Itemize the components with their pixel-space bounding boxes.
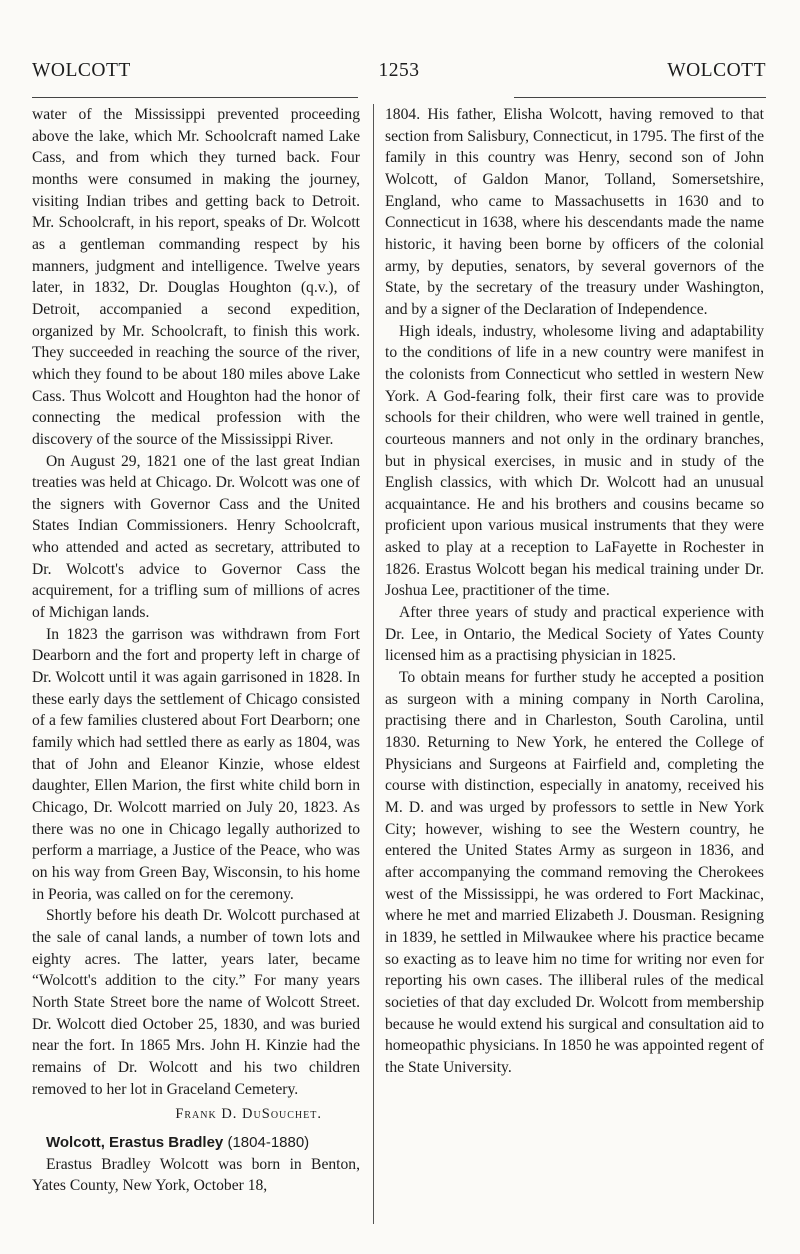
paragraph: water of the Mississippi prevented proceeding above the lake, which Mr. Schoolcraft named Lake Cass, and from which they turned back. Four months were consumed in making the journey, visiting Indian tribes and getting back to Detroit. Mr. Schoolcraft, in his report, speaks of Dr. Wolcott as a gentleman commanding respect by his manners, judgment and intelligence. Twelve years later, in 1832, Dr. Douglas Houghton (q.v.), of Detroit, accompanied a second expedition, organized by Mr. Schoolcraft, to finish this work. They succeeded in reaching the source of the river, which they found to be about 180 miles above Lake Cass. Thus Wolcott and Houghton had the honor of connecting the medical profession with the discovery of the source of the Mississippi River. xyxy=(32,106,360,448)
right-column xyxy=(385,104,764,1234)
entry-dates: (1804-1880) xyxy=(227,1133,310,1151)
header-right: WOLCOTT xyxy=(667,60,766,81)
author-signature: Frank D. DuSouchet. xyxy=(175,1106,322,1123)
page-number: 1253 xyxy=(378,60,420,81)
column-divider xyxy=(373,104,374,1224)
paragraph: High ideals, industry, wholesome living and adaptability to the conditions of life in a new country were manifest in the colonists from Connecticut who settled in western New York. A God-fearing folk, their first care was to provide schools for their children, who were well trained in gentle, courteous manners and not only in the ordinary branches, but in physical exercises, in music and in study of the English classics, with which Dr. Wolcott had an unusual acquaintance. He and his brothers and cousins became so proficient upon various musical instruments that they were asked to play at a reception to LaFayette in Rochester in 1826. Erastus Wolcott began his medical training under Dr. Joshua Lee, practitioner of the time. xyxy=(385,322,764,600)
left-column xyxy=(32,104,360,1234)
header-rule-left xyxy=(32,97,358,98)
paragraph: 1804. His father, Elisha Wolcott, having removed to that section from Salisbury, Connecticut, in 1795. The first of the family in this country was Henry, second son of John Wolcott, of Galdon Manor, Tolland, Somersetshire, England, who came to Massachusetts in 1630 and to Connecticut in 1638, where his descendants made the name historic, it having been borne by officers of the colonial army, by deputies, senators, by several governors of the State, by the secretary of the treasury under Washington, and by a signer of the Declaration of Independence. xyxy=(385,106,764,318)
paragraph: On August 29, 1821 one of the last great Indian treaties was held at Chicago. Dr. Wolcott was one of the signers with Governor Cass and the United States Indian Commissioners. Henry Schoolcraft, who attended and acted as secretary, attributed to Dr. Wolcott's advice to Governor Cass the acquirement, for a trifling sum of millions of acres of Michigan lands. xyxy=(32,452,360,622)
header-left: WOLCOTT xyxy=(32,60,131,81)
paragraph: Erastus Bradley Wolcott was born in Benton, Yates County, New York, October 18, xyxy=(32,1155,360,1195)
entry-name: Wolcott, Erastus Bradley xyxy=(46,1133,224,1151)
paragraph: To obtain means for further study he accepted a position as surgeon with a mining company in North Carolina, practising there and in Charleston, South Carolina, until 1830. Returning to New York, he entered the College of Physicians and Surgeons at Fairfield and, completing the course with distinction, especially in anatomy, received his M. D. and was urged by professors to settle in New York City; however, wishing to see the Western country, he entered the United States Army as surgeon in 1836, and after accompanying the command removing the Cherokees west of the Mississippi, he was ordered to Fort Mackinac, where he met and married Elizabeth J. Dousman. Resigning in 1839, he settled in Milwaukee where his practice became so exacting as to leave him no time for writing nor even for reporting his own cases. The illiberal rules of the medical societies of that day excluded Dr. Wolcott from membership because he would extend his surgical and consultation aid to homeopathic physicians. In 1850 he was appointed regent of the State University. xyxy=(385,669,764,1076)
paragraph: After three years of study and practical experience with Dr. Lee, in Ontario, the Medical Society of Yates County licensed him as a practising physician in 1825. xyxy=(385,604,764,665)
header-rule-right xyxy=(514,97,766,98)
paragraph: Shortly before his death Dr. Wolcott purchased at the sale of canal lands, a number of town lots and eighty acres. The latter, years later, became “Wolcott's addition to the city.” For many years North State Street bore the name of Wolcott Street. Dr. Wolcott died October 25, 1830, and was buried near the fort. In 1865 Mrs. John H. Kinzie had the remains of Dr. Wolcott and his two children removed to her lot in Graceland Cemetery. xyxy=(32,907,360,1098)
entry-heading xyxy=(32,1132,360,1154)
running-header xyxy=(32,60,766,88)
paragraph: In 1823 the garrison was withdrawn from Fort Dearborn and the fort and property left in charge of Dr. Wolcott until it was again garrisoned in 1828. In these early days the settlement of Chicago consisted of a few families clustered about Fort Dearborn; one family which had settled there as early as 1804, was that of John and Eleanor Kinzie, whose eldest daughter, Ellen Marion, the first white child born in Chicago, Dr. Wolcott married on July 20, 1823. As there was no one in Chicago legally authorized to perform a marriage, a Justice of the Peace, who was on his way from Green Bay, Wisconsin, to his home in Peoria, was called on for the ceremony. xyxy=(32,625,360,903)
